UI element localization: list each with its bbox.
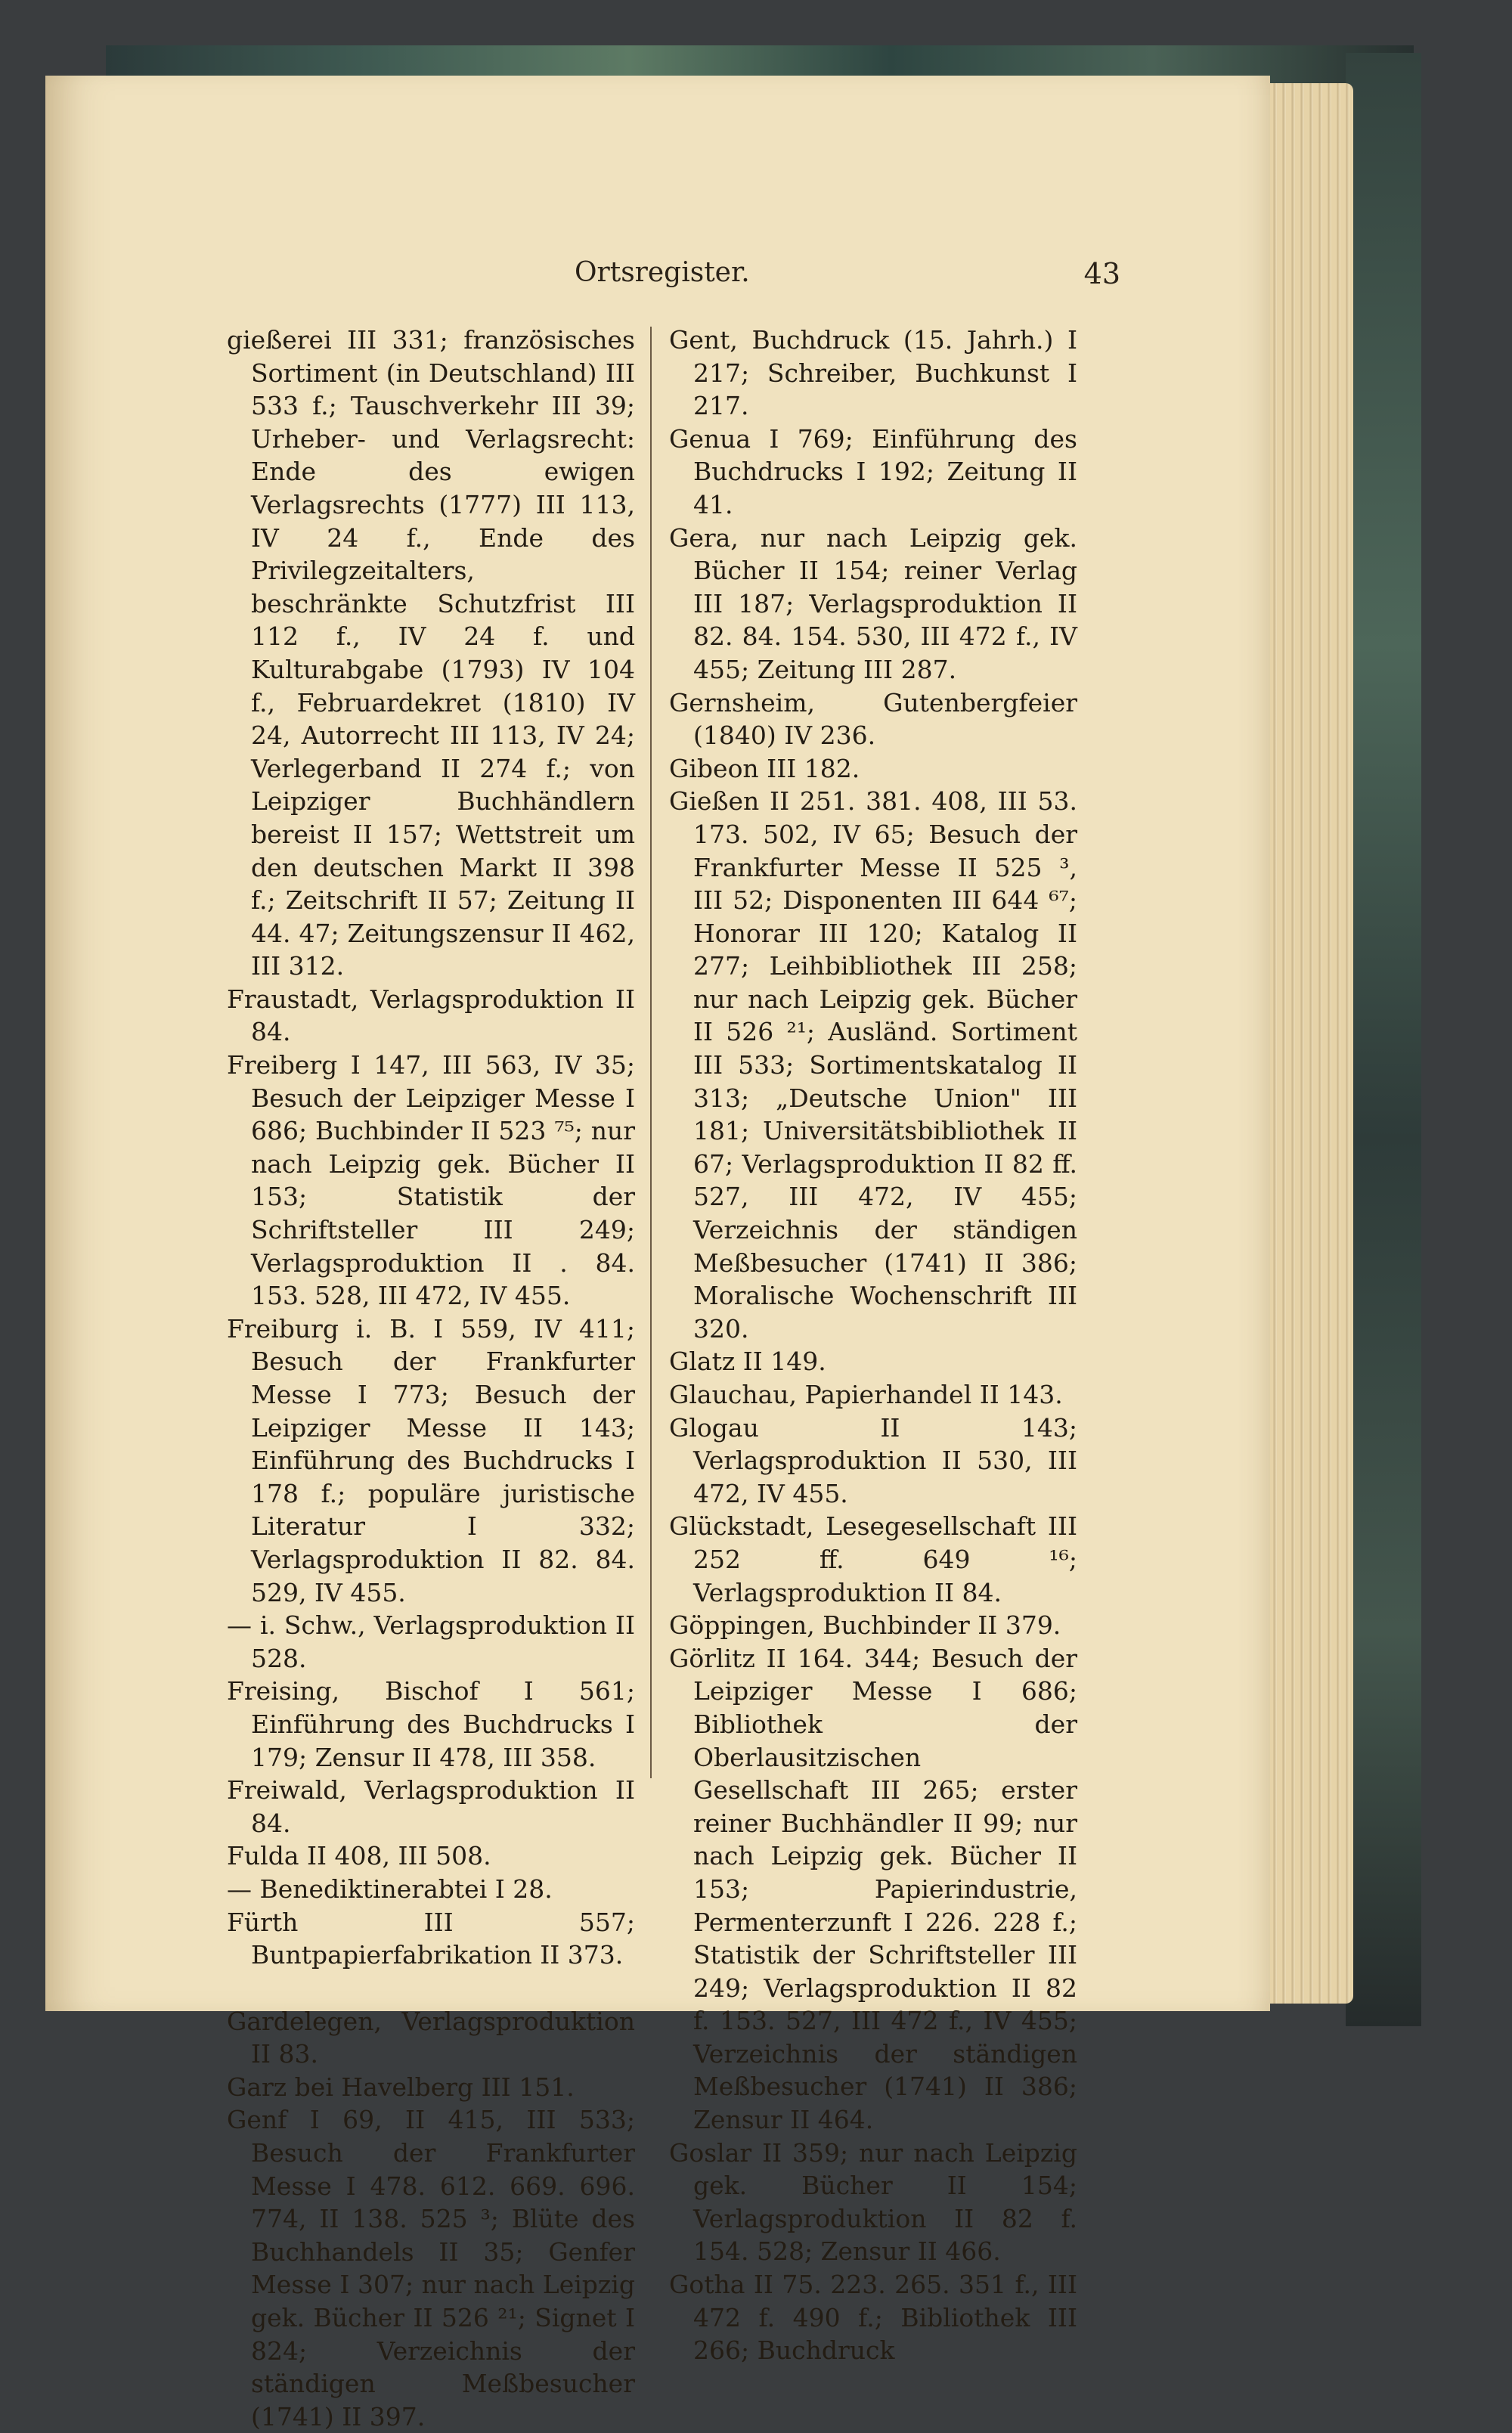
index-entry: Goslar II 359; nur nach Leipzig gek. Bücher II 154; Verlagsproduktion II 82 f. 154. 528; Zensur II 466.	[669, 2137, 1077, 2267]
column-divider	[650, 327, 652, 1778]
running-head: Ortsregister.	[575, 257, 750, 288]
index-entry: Freiburg i. B. I 559, IV 411; Besuch der Frankfurter Messe I 773; Besuch der Leipziger Messe II 143; Einführung des Buchdrucks I 178 f.; populäre juristische Literatur I 332; Verlagsproduktion II 82. 84. 529, IV 455.	[227, 1313, 635, 1607]
index-entry: Gernsheim, Gutenbergfeier (1840) IV 236.	[669, 687, 1077, 751]
index-entry: Göppingen, Buchbinder II 379.	[669, 1610, 1061, 1641]
index-entry: Gent, Buchdruck (15. Jahrh.) I 217; Schreiber, Buchkunst I 217.	[669, 325, 1077, 421]
index-entry: Freising, Bischof I 561; Einführung des Buchdrucks I 179; Zensur II 478, III 358.	[227, 1676, 635, 1772]
section-gap	[227, 1972, 635, 2005]
right-column	[669, 324, 1077, 2367]
index-entry: Glückstadt, Lesegesellschaft III 252 ff. 649 ¹⁶; Verlagsproduktion II 84.	[669, 1511, 1077, 1607]
page-edges	[1259, 83, 1353, 2004]
index-entry: Gibeon III 182.	[669, 753, 860, 783]
index-entry: Genf I 69, II 415, III 533; Besuch der Frankfurter Messe I 478. 612. 669. 696. 774, II 138. 525 ³; Blüte des Buchhandels II 35; Genfer Messe I 307; nur nach Leipzig gek. Bücher II 526 ²¹; Signet I 824; Verzeichnis der ständigen Meßbesucher (1741) II 397.	[227, 2105, 635, 2431]
index-entry: Gotha II 75. 223. 265. 351 f., III 472 f. 490 f.; Bibliothek III 266; Buchdruck	[669, 2270, 1077, 2366]
index-entry: Garz bei Havelberg III 151.	[227, 2072, 575, 2102]
index-entry: Glatz II 149.	[669, 1347, 826, 1377]
page-number: 43	[1083, 257, 1120, 290]
index-entry: Glogau II 143; Verlagsproduktion II 530, III 472, IV 455.	[669, 1412, 1077, 1508]
index-entry: Fraustadt, Verlagsproduktion II 84.	[227, 984, 635, 1047]
left-column	[227, 324, 635, 2433]
index-entry: Gardelegen, Verlagsproduktion II 83.	[227, 2006, 635, 2069]
index-entry: Glauchau, Papierhandel II 143.	[669, 1380, 1063, 1409]
index-entry: Fürth III 557; Buntpapierfabrikation II 373.	[227, 1907, 635, 1970]
index-entry: Fulda II 408, III 508.	[227, 1841, 491, 1871]
index-entry: Freiwald, Verlagsproduktion II 84.	[227, 1775, 635, 1838]
index-entry: — Benediktinerabtei I 28.	[227, 1874, 553, 1904]
index-entry: Freiberg I 147, III 563, IV 35; Besuch der Leipziger Messe I 686; Buchbinder II 523 ⁷⁵; nur nach Leipzig gek. Bücher II 153; Statistik der Schriftsteller III 249; Verlagsproduktion II . 84. 153. 528, III 472, IV 455.	[227, 1050, 635, 1311]
index-entry: — i. Schw., Verlagsproduktion II 528.	[227, 1610, 635, 1673]
index-entry: Genua I 769; Einführung des Buchdrucks I 192; Zeitung II 41.	[669, 423, 1077, 519]
index-entry: Görlitz II 164. 344; Besuch der Leipziger Messe I 686; Bibliothek der Oberlausitzischen Gesellschaft III 265; erster reiner Buchhändler II 99; nur nach Leipzig gek. Bücher II 153; Papierindustrie, Permenterzunft I 226. 228 f.; Statistik der Schriftsteller III 249; Verlagsproduktion II 82 f. 153. 527, III 472 f., IV 455; Verzeichnis der ständigen Meßbesucher (1741) II 386; Zensur II 464.	[669, 1643, 1077, 2135]
index-entry: Gera, nur nach Leipzig gek. Bücher II 154; reiner Verlag III 187; Verlagsproduktion II 82. 84. 154. 530, III 472 f., IV 455; Zeitung III 287.	[669, 522, 1077, 684]
index-entry: gießerei III 331; französisches Sortiment (in Deutschland) III 533 f.; Tauschverkehr III 39; Urheber- und Verlagsrecht: Ende des ewigen Verlagsrechts (1777) III 113, IV 24 f., Ende des Privilegzeitalters, beschränkte Schutzfrist III 112 f., IV 24 f. und Kulturabgabe (1793) IV 104 f., Februardekret (1810) IV 24, Autorrecht III 113, IV 24; Verlegerband II 274 f.; von Leipziger Buchhändlern bereist II 157; Wettstreit um den deutschen Markt II 398 f.; Zeitschrift II 57; Zeitung II 44. 47; Zeitungszensur II 462, III 312.	[227, 325, 635, 981]
index-entry: Gießen II 251. 381. 408, III 53. 173. 502, IV 65; Besuch der Frankfurter Messe II 525 ³, III 52; Disponenten III 644 ⁶⁷; Honorar III 120; Katalog II 277; Leihbibliothek III 258; nur nach Leipzig gek. Bücher II 526 ²¹; Ausländ. Sortiment III 533; Sortimentskatalog II 313; „Deutsche Union" III 181; Universitätsbibliothek II 67; Verlagsproduktion II 82 ff. 527, III 472, IV 455; Verzeichnis der ständigen Meßbesucher (1741) II 386; Moralische Wochenschrift III 320.	[669, 786, 1077, 1344]
book-cover-spine-edge	[1346, 53, 1421, 2026]
